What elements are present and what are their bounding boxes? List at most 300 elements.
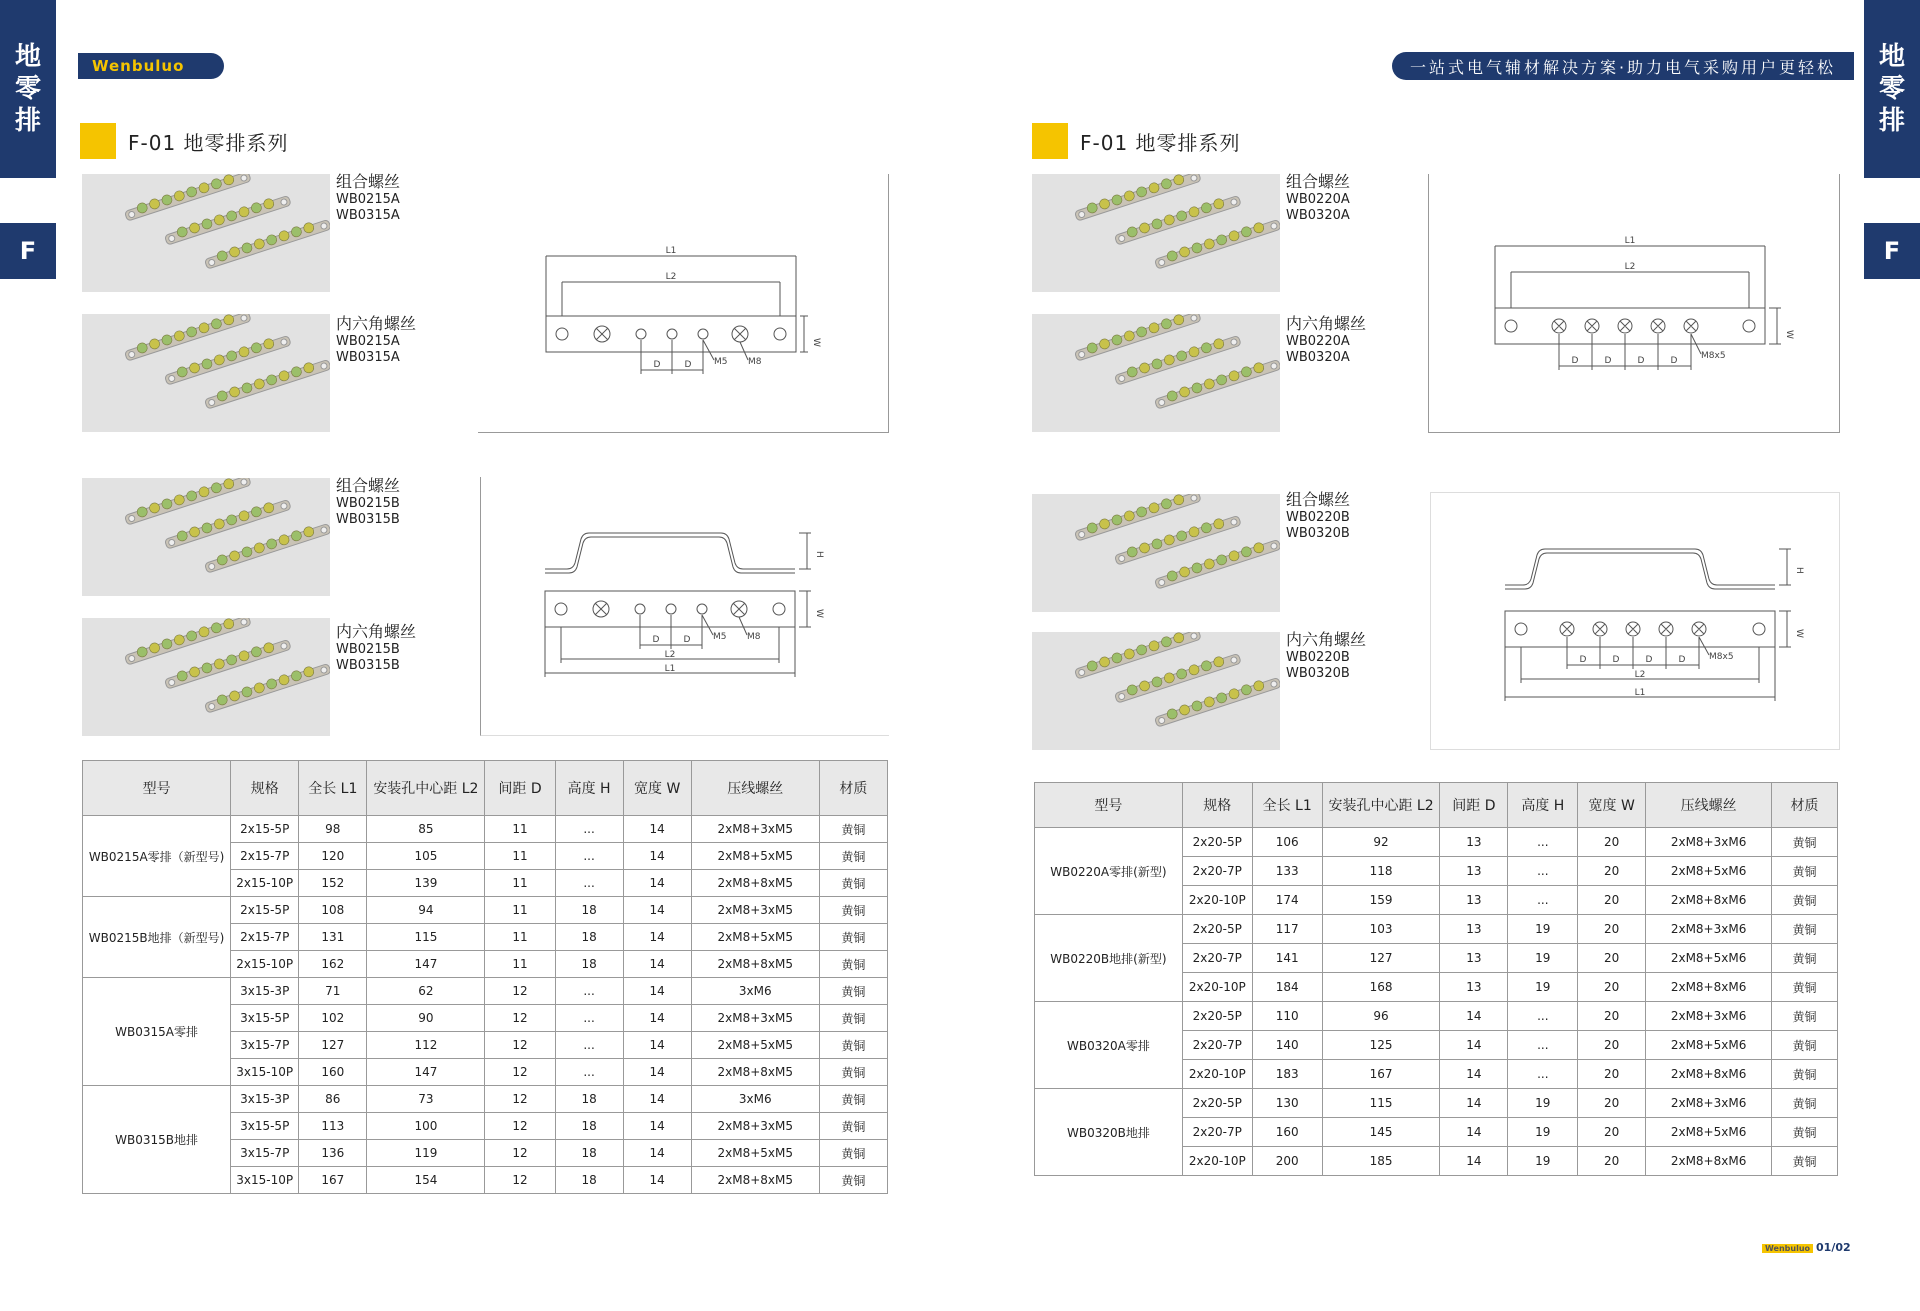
dim-l2: L2: [665, 272, 677, 282]
column-header: 材质: [1772, 783, 1838, 828]
dim-d: D: [1678, 655, 1686, 665]
column-header: 型号: [83, 761, 231, 816]
table-cell: 黄铜: [1772, 857, 1838, 886]
table-cell: 黄铜: [1772, 1147, 1838, 1176]
busbar-image: [1032, 494, 1280, 612]
page-footer: [1762, 1241, 1851, 1254]
dim-m5: M5: [714, 357, 728, 367]
table-cell: 147: [367, 1059, 485, 1086]
table-cell: 200: [1252, 1147, 1322, 1176]
table-cell: 2xM8+5xM5: [691, 924, 819, 951]
table-cell: ...: [555, 1005, 623, 1032]
screw-type: 组合螺丝: [336, 172, 401, 191]
table-cell: 20: [1578, 886, 1646, 915]
table-row: [83, 1086, 888, 1113]
dim-w: W: [814, 609, 824, 618]
column-header: 规格: [1182, 783, 1252, 828]
table-cell: 185: [1322, 1147, 1440, 1176]
column-header: 材质: [819, 761, 887, 816]
table-cell: 3x15-3P: [231, 978, 299, 1005]
screw-type: 内六角螺丝: [1286, 630, 1367, 649]
table-cell: 20: [1578, 944, 1646, 973]
table-cell: 13: [1440, 828, 1508, 857]
busbar-image: [82, 174, 330, 292]
table-cell: 174: [1252, 886, 1322, 915]
section-letter-left: F: [0, 223, 56, 279]
model-code: WB0220A: [1286, 192, 1350, 207]
table-cell: 3x15-10P: [231, 1059, 299, 1086]
dim-d: D: [683, 635, 691, 645]
table-cell: 14: [623, 897, 691, 924]
page-number: 01/02: [1816, 1241, 1851, 1254]
dim-l1: L1: [1624, 236, 1636, 246]
model-code: WB0220A: [1286, 334, 1350, 349]
table-cell: 2xM8+5xM6: [1646, 944, 1772, 973]
table-cell: 20: [1578, 1089, 1646, 1118]
table-cell: 118: [1322, 857, 1440, 886]
column-header: 间距 D: [485, 761, 555, 816]
model-code: WB0320B: [1286, 666, 1350, 681]
table-cell: 14: [623, 951, 691, 978]
table-cell: 13: [1440, 886, 1508, 915]
table-row: [1035, 1002, 1838, 1031]
dim-d: D: [1645, 655, 1653, 665]
table-cell: 14: [623, 1167, 691, 1194]
screw-type: 内六角螺丝: [336, 314, 417, 333]
title-square-icon: [80, 123, 116, 159]
title-square-icon: [1032, 123, 1068, 159]
table-cell: 14: [623, 816, 691, 843]
dim-d: D: [1670, 356, 1678, 366]
table-cell: 127: [1322, 944, 1440, 973]
table-cell: 20: [1578, 1031, 1646, 1060]
table-cell: 19: [1508, 1118, 1578, 1147]
table-cell: 162: [299, 951, 367, 978]
busbar-image: [1032, 632, 1280, 750]
section-title-left: [80, 123, 289, 159]
table-cell: 12: [485, 1005, 555, 1032]
screw-type: 内六角螺丝: [336, 622, 417, 641]
table-cell: 黄铜: [819, 843, 887, 870]
table-cell: 2xM8+3xM5: [691, 897, 819, 924]
busbar-image: [1032, 174, 1280, 292]
dim-l1: L1: [664, 664, 676, 674]
dim-d: D: [1612, 655, 1620, 665]
table-cell: ...: [1508, 857, 1578, 886]
product-photo: [82, 478, 330, 596]
busbar-image: [1032, 314, 1280, 432]
table-cell: 2xM8+3xM6: [1646, 915, 1772, 944]
table-cell: 2x20-7P: [1182, 944, 1252, 973]
screw-type: 组合螺丝: [1286, 172, 1351, 191]
screw-type: 内六角螺丝: [1286, 314, 1367, 333]
model-code: WB0320B: [1286, 526, 1350, 541]
model-cell: WB0220B地排(新型): [1035, 915, 1183, 1002]
table-cell: 18: [555, 897, 623, 924]
table-cell: 147: [367, 951, 485, 978]
spec-table-right: [1034, 782, 1838, 1176]
table-cell: 120: [299, 843, 367, 870]
table-cell: 130: [1252, 1089, 1322, 1118]
table-cell: 18: [555, 1167, 623, 1194]
table-cell: 18: [555, 951, 623, 978]
table-cell: 167: [299, 1167, 367, 1194]
table-cell: 2x20-5P: [1182, 915, 1252, 944]
column-header: 高度 H: [555, 761, 623, 816]
table-cell: 黄铜: [819, 1140, 887, 1167]
table-cell: 3x15-7P: [231, 1140, 299, 1167]
table-cell: 14: [623, 1113, 691, 1140]
brand-pill: Wenbuluo: [78, 53, 224, 79]
table-cell: 2x20-7P: [1182, 857, 1252, 886]
table-cell: 115: [1322, 1089, 1440, 1118]
table-cell: ...: [1508, 828, 1578, 857]
section-letter-right: F: [1864, 223, 1920, 279]
column-header: 压线螺丝: [691, 761, 819, 816]
product-caption: [1286, 174, 1350, 224]
table-cell: 黄铜: [819, 897, 887, 924]
product-photo: [1032, 494, 1280, 612]
table-cell: 14: [623, 1005, 691, 1032]
dim-w: W: [811, 338, 821, 347]
table-cell: 105: [367, 843, 485, 870]
model-cell: WB0215B地排（新型号): [83, 897, 231, 978]
dim-l2: L2: [1634, 670, 1646, 680]
slogan-bar: 一站式电气辅材解决方案·助力电气采购用户更轻松: [1392, 52, 1854, 80]
table-cell: 黄铜: [1772, 886, 1838, 915]
column-header: 宽度 W: [1578, 783, 1646, 828]
table-cell: 125: [1322, 1031, 1440, 1060]
product-caption: [336, 174, 400, 224]
column-header: 全长 L1: [299, 761, 367, 816]
table-cell: 19: [1508, 944, 1578, 973]
table-cell: 2xM8+3xM5: [691, 816, 819, 843]
table-cell: 12: [485, 1113, 555, 1140]
table-cell: 14: [623, 1140, 691, 1167]
dim-d: D: [1637, 356, 1645, 366]
table-cell: 黄铜: [1772, 973, 1838, 1002]
model-cell: WB0220A零排(新型): [1035, 828, 1183, 915]
table-cell: ...: [1508, 886, 1578, 915]
model-code: WB0320A: [1286, 350, 1350, 365]
table-cell: 12: [485, 1086, 555, 1113]
table-cell: 14: [623, 843, 691, 870]
table-cell: 11: [485, 924, 555, 951]
dim-d: D: [653, 360, 661, 370]
table-cell: 154: [367, 1167, 485, 1194]
table-cell: 2xM8+3xM6: [1646, 1089, 1772, 1118]
table-cell: 20: [1578, 828, 1646, 857]
side-tab-left: [0, 0, 56, 178]
table-cell: 20: [1578, 1118, 1646, 1147]
table-cell: 黄铜: [819, 924, 887, 951]
table-cell: 12: [485, 1140, 555, 1167]
table-cell: 11: [485, 843, 555, 870]
table-cell: 黄铜: [819, 1167, 887, 1194]
model-code: WB0220B: [1286, 650, 1350, 665]
table-cell: 108: [299, 897, 367, 924]
model-code: WB0315B: [336, 512, 400, 527]
table-cell: 20: [1578, 1147, 1646, 1176]
table-cell: 152: [299, 870, 367, 897]
table-cell: 2xM8+3xM6: [1646, 1002, 1772, 1031]
table-cell: 11: [485, 816, 555, 843]
table-cell: 19: [1508, 1147, 1578, 1176]
table-row: [83, 897, 888, 924]
table-cell: 103: [1322, 915, 1440, 944]
table-cell: 2x15-10P: [231, 951, 299, 978]
table-cell: 20: [1578, 857, 1646, 886]
table-cell: 14: [623, 924, 691, 951]
table-cell: 13: [1440, 857, 1508, 886]
busbar-image: [82, 478, 330, 596]
table-row: [83, 816, 888, 843]
dim-l1: L1: [1634, 688, 1646, 698]
table-cell: 14: [1440, 1118, 1508, 1147]
table-cell: 12: [485, 1032, 555, 1059]
table-cell: 3x15-10P: [231, 1167, 299, 1194]
table-cell: 2x20-10P: [1182, 1147, 1252, 1176]
table-cell: 160: [299, 1059, 367, 1086]
table-cell: 黄铜: [819, 978, 887, 1005]
busbar-image: [82, 618, 330, 736]
table-cell: 2xM8+8xM5: [691, 1059, 819, 1086]
table-cell: 14: [623, 1086, 691, 1113]
model-code: WB0220B: [1286, 510, 1350, 525]
dim-l2: L2: [664, 650, 676, 660]
table-cell: 2xM8+8xM5: [691, 1167, 819, 1194]
drawing-left-a: [478, 174, 889, 433]
model-code: WB0315A: [336, 350, 400, 365]
table-cell: 62: [367, 978, 485, 1005]
side-char: 排: [1878, 106, 1905, 136]
table-cell: 168: [1322, 973, 1440, 1002]
table-cell: 13: [1440, 973, 1508, 1002]
table-cell: 139: [367, 870, 485, 897]
table-cell: 160: [1252, 1118, 1322, 1147]
table-cell: 115: [367, 924, 485, 951]
table-cell: 2x20-5P: [1182, 1089, 1252, 1118]
table-cell: 127: [299, 1032, 367, 1059]
screw-type: 组合螺丝: [336, 476, 401, 495]
dim-m5: M5: [713, 632, 727, 642]
screw-type: 组合螺丝: [1286, 490, 1351, 509]
table-cell: ...: [1508, 1060, 1578, 1089]
dim-d: D: [684, 360, 692, 370]
table-cell: 2x15-7P: [231, 843, 299, 870]
table-cell: 19: [1508, 915, 1578, 944]
side-tab-right: [1864, 0, 1920, 178]
dim-m8: M8: [748, 357, 762, 367]
table-cell: 黄铜: [1772, 1118, 1838, 1147]
table-cell: 黄铜: [819, 1032, 887, 1059]
table-cell: 3x15-5P: [231, 1113, 299, 1140]
side-char: 零: [14, 74, 41, 104]
table-cell: 2xM8+5xM6: [1646, 1031, 1772, 1060]
table-cell: 73: [367, 1086, 485, 1113]
table-cell: ...: [1508, 1031, 1578, 1060]
table-cell: 11: [485, 870, 555, 897]
table-cell: 113: [299, 1113, 367, 1140]
section-title-text: F-01 地零排系列: [1080, 130, 1241, 155]
footer-brand-tag: Wenbuluo: [1762, 1244, 1813, 1253]
table-cell: 102: [299, 1005, 367, 1032]
table-cell: 18: [555, 1140, 623, 1167]
table-cell: 94: [367, 897, 485, 924]
dim-l1: L1: [665, 246, 677, 256]
table-cell: 71: [299, 978, 367, 1005]
dim-m8: M8: [747, 632, 761, 642]
table-cell: ...: [555, 1032, 623, 1059]
table-cell: ...: [555, 870, 623, 897]
table-cell: 133: [1252, 857, 1322, 886]
table-cell: 黄铜: [819, 1005, 887, 1032]
product-photo: [1032, 314, 1280, 432]
table-cell: 92: [1322, 828, 1440, 857]
table-cell: 黄铜: [1772, 1002, 1838, 1031]
table-cell: 2x20-10P: [1182, 973, 1252, 1002]
table-cell: 19: [1508, 973, 1578, 1002]
column-header: 安装孔中心距 L2: [1322, 783, 1440, 828]
product-caption: [336, 478, 400, 528]
table-cell: 184: [1252, 973, 1322, 1002]
dim-d: D: [1579, 655, 1587, 665]
model-code: WB0320A: [1286, 208, 1350, 223]
table-cell: 110: [1252, 1002, 1322, 1031]
product-caption: [1286, 492, 1350, 542]
busbar-image: [82, 314, 330, 432]
table-cell: 90: [367, 1005, 485, 1032]
dim-h: H: [814, 551, 824, 558]
table-cell: 3x15-5P: [231, 1005, 299, 1032]
table-row: [1035, 828, 1838, 857]
table-cell: 黄铜: [819, 951, 887, 978]
table-cell: 20: [1578, 915, 1646, 944]
table-cell: 183: [1252, 1060, 1322, 1089]
table-cell: 2xM8+8xM6: [1646, 886, 1772, 915]
table-cell: 13: [1440, 915, 1508, 944]
side-char: 零: [1878, 74, 1905, 104]
table-cell: 159: [1322, 886, 1440, 915]
model-cell: WB0215A零排（新型号): [83, 816, 231, 897]
table-cell: 3xM6: [691, 1086, 819, 1113]
column-header: 安装孔中心距 L2: [367, 761, 485, 816]
model-cell: WB0315B地排: [83, 1086, 231, 1194]
table-cell: 2xM8+8xM6: [1646, 1147, 1772, 1176]
table-cell: 112: [367, 1032, 485, 1059]
table-cell: 2xM8+5xM5: [691, 1140, 819, 1167]
table-cell: 2xM8+5xM6: [1646, 1118, 1772, 1147]
model-code: WB0215A: [336, 192, 400, 207]
table-cell: 136: [299, 1140, 367, 1167]
table-cell: 3x15-3P: [231, 1086, 299, 1113]
table-cell: 2x15-7P: [231, 924, 299, 951]
table-cell: 黄铜: [1772, 828, 1838, 857]
table-cell: 2x20-5P: [1182, 828, 1252, 857]
table-header-row: [83, 761, 888, 816]
table-cell: 2x20-7P: [1182, 1031, 1252, 1060]
model-code: WB0215B: [336, 642, 400, 657]
spec-table-left: [82, 760, 888, 1194]
section-title-right: [1032, 123, 1241, 159]
product-photo: [82, 314, 330, 432]
table-cell: 140: [1252, 1031, 1322, 1060]
table-cell: 3xM6: [691, 978, 819, 1005]
table-cell: 黄铜: [819, 870, 887, 897]
model-code: WB0315A: [336, 208, 400, 223]
table-cell: 黄铜: [1772, 1031, 1838, 1060]
table-cell: 19: [1508, 1089, 1578, 1118]
table-cell: 12: [485, 978, 555, 1005]
table-cell: 2x20-7P: [1182, 1118, 1252, 1147]
table-cell: 黄铜: [1772, 944, 1838, 973]
table-cell: 100: [367, 1113, 485, 1140]
table-cell: 2x20-5P: [1182, 1002, 1252, 1031]
table-cell: 14: [623, 978, 691, 1005]
table-cell: 黄铜: [1772, 1089, 1838, 1118]
drawing-right-a: [1428, 174, 1840, 433]
table-cell: ...: [555, 816, 623, 843]
column-header: 型号: [1035, 783, 1183, 828]
product-caption: [336, 316, 416, 366]
table-row: [1035, 915, 1838, 944]
model-cell: WB0315A零排: [83, 978, 231, 1086]
model-code: WB0215B: [336, 496, 400, 511]
table-cell: 14: [623, 870, 691, 897]
table-cell: ...: [555, 1059, 623, 1086]
table-cell: 2xM8+8xM5: [691, 951, 819, 978]
table-row: [83, 978, 888, 1005]
model-code: WB0315B: [336, 658, 400, 673]
model-code: WB0215A: [336, 334, 400, 349]
table-cell: ...: [555, 843, 623, 870]
table-cell: 2x15-5P: [231, 816, 299, 843]
table-cell: 13: [1440, 944, 1508, 973]
table-cell: 14: [623, 1059, 691, 1086]
product-caption: [336, 624, 416, 674]
side-char: 地: [1878, 42, 1905, 72]
dim-w: W: [1794, 629, 1804, 638]
table-cell: 131: [299, 924, 367, 951]
product-photo: [1032, 174, 1280, 292]
model-cell: WB0320A零排: [1035, 1002, 1183, 1089]
table-cell: 11: [485, 951, 555, 978]
dim-d: D: [652, 635, 660, 645]
table-cell: 85: [367, 816, 485, 843]
table-cell: 98: [299, 816, 367, 843]
drawing-right-b: [1430, 492, 1840, 750]
table-cell: 2x15-10P: [231, 870, 299, 897]
table-cell: 2xM8+8xM5: [691, 870, 819, 897]
column-header: 压线螺丝: [1646, 783, 1772, 828]
table-cell: 20: [1578, 1060, 1646, 1089]
table-cell: ...: [1508, 1002, 1578, 1031]
table-cell: 2x20-10P: [1182, 1060, 1252, 1089]
dim-m8: M8x5: [1709, 652, 1734, 662]
table-cell: 2x15-5P: [231, 897, 299, 924]
table-cell: 14: [1440, 1147, 1508, 1176]
table-cell: 117: [1252, 915, 1322, 944]
table-cell: 141: [1252, 944, 1322, 973]
side-char: 地: [14, 42, 41, 72]
table-cell: 2xM8+3xM5: [691, 1005, 819, 1032]
table-cell: 2xM8+5xM6: [1646, 857, 1772, 886]
table-cell: 3x15-7P: [231, 1032, 299, 1059]
table-cell: 18: [555, 1113, 623, 1140]
table-cell: 黄铜: [819, 1059, 887, 1086]
dim-m8: M8x5: [1701, 351, 1726, 361]
product-photo: [1032, 632, 1280, 750]
